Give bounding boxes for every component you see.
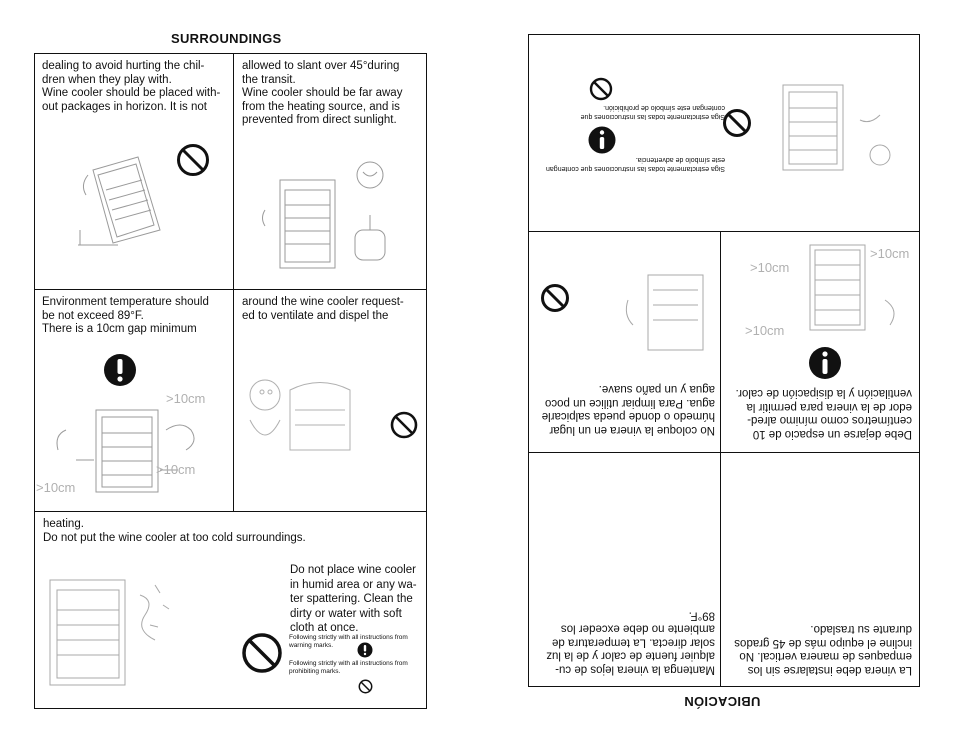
cell-line: ventilación y la disipación de calor. xyxy=(735,387,912,400)
cooler-gap-illustration xyxy=(36,385,231,503)
gap-label: >10cm xyxy=(36,480,76,495)
cell-line: empaques de manera vertical. No xyxy=(739,650,912,663)
warning-icon xyxy=(588,126,616,154)
warning-note-es: Siga estrictamente todas las instrucciones que contengan este símbolo de advertencia. xyxy=(546,156,725,172)
humid-line: cloth at once. xyxy=(290,622,359,634)
cell-line: out packages in horizon. It is not xyxy=(42,100,207,113)
cell-line: durante su traslado. xyxy=(810,623,912,636)
cooler-water-illustration xyxy=(45,575,175,690)
cell-line: No coloque la vinera en un lugar xyxy=(549,424,715,436)
prohibition-icon xyxy=(241,632,283,674)
humid-line: ter spattering. Clean the xyxy=(290,593,413,605)
cooler-water-illustration xyxy=(775,80,900,175)
gap-label: >10cm xyxy=(870,246,910,261)
right-page-title: UBICACIÓN xyxy=(684,694,761,709)
cell-line: the transit. xyxy=(242,73,296,86)
cell-line: La vinera debe instalarse sin los xyxy=(747,664,912,676)
cooler-gap-illustration xyxy=(725,240,915,340)
left-grid-hline-2 xyxy=(34,511,427,512)
cell-line: incline el equipo más de 45 grados xyxy=(734,637,912,649)
cell-line: allowed to slant over 45°during xyxy=(242,60,400,72)
cell-line: dren when they play with. xyxy=(42,73,172,86)
cell-line: heating. xyxy=(43,518,84,530)
left-page-title: SURROUNDINGS xyxy=(171,31,282,46)
cell-line: alquier fuente de calor y de la luz xyxy=(546,650,715,662)
left-grid-hline-1 xyxy=(34,289,427,290)
cooler-sketch xyxy=(618,270,713,360)
cooler-cold-illustration xyxy=(240,370,385,480)
tilted-cooler-illustration xyxy=(68,145,168,250)
cell-line: ambiente no debe exceder los xyxy=(560,623,715,635)
cell-line: agua. Para limpiar utilice un poco xyxy=(544,397,715,409)
cell-line: Wine cooler should be placed with- xyxy=(42,87,221,99)
prohibition-icon xyxy=(390,411,418,439)
cell-line: ed to ventilate and dispel the xyxy=(242,309,389,322)
right-grid-vline xyxy=(720,231,721,687)
cell-line: Mantenga la vinera lejos de cu- xyxy=(555,663,715,676)
cell-line: prevented from direct sunlight. xyxy=(242,114,397,126)
gap-label: >10cm xyxy=(156,462,196,477)
cell-line: dealing to avoid hurting the chil- xyxy=(42,60,205,72)
cell-line: There is a 10cm gap minimum xyxy=(42,323,197,335)
cooler-sun-heater-illustration xyxy=(255,150,405,275)
cell-line: be not exceed 89°F. xyxy=(42,309,144,322)
humid-line: in humid area or any wa- xyxy=(290,578,417,591)
cell-line: edor de la vinera para permitir la xyxy=(746,401,912,413)
prohibition-icon xyxy=(176,143,210,177)
prohibition-icon xyxy=(589,77,613,101)
warning-marks-note: Following strictly with all instructions from warning marks. xyxy=(289,634,408,649)
right-grid-hline-2 xyxy=(528,452,920,453)
gap-label: >10cm xyxy=(750,260,790,275)
prohibition-icon xyxy=(540,283,570,313)
warning-icon xyxy=(103,353,137,387)
cell-line: agua y un paño suave. xyxy=(598,383,715,396)
gap-label: >10cm xyxy=(745,323,785,338)
warning-icon xyxy=(808,346,842,380)
prohibition-icon xyxy=(358,679,373,694)
cell-line: Environment temperature should xyxy=(42,296,209,308)
prohibiting-marks-note: Following strictly with all instructions from prohibiting marks. xyxy=(289,660,408,675)
left-grid-vline xyxy=(233,53,234,511)
prohibition-icon xyxy=(722,108,752,138)
gap-label: >10cm xyxy=(166,391,206,406)
cell-line: solar directa. La temperatura de xyxy=(551,636,715,649)
cell-line: Do not put the wine cooler at too cold surroundings. xyxy=(43,531,306,544)
right-grid-hline-1 xyxy=(528,231,920,232)
cell-line: Debe dejarse un espacio de 10 xyxy=(752,428,912,440)
cell-line: Wine cooler should be far away xyxy=(242,87,403,99)
humid-line: Do not place wine cooler xyxy=(290,564,416,576)
warning-icon xyxy=(357,642,373,658)
cell-line: from the heating source, and is xyxy=(242,100,400,113)
cell-line: húmedo o donde pueda salpicarle xyxy=(541,410,715,423)
cell-line: 89°F. xyxy=(688,609,715,622)
cell-line: around the wine cooler request- xyxy=(242,296,404,308)
prohibit-note-es: Siga estrictamente todas las instrucciones que contengan este símbolo de prohibición. xyxy=(580,104,725,120)
cell-line: centímetros como mínimo alred- xyxy=(747,414,912,427)
humid-line: dirty or water with soft xyxy=(290,607,402,620)
